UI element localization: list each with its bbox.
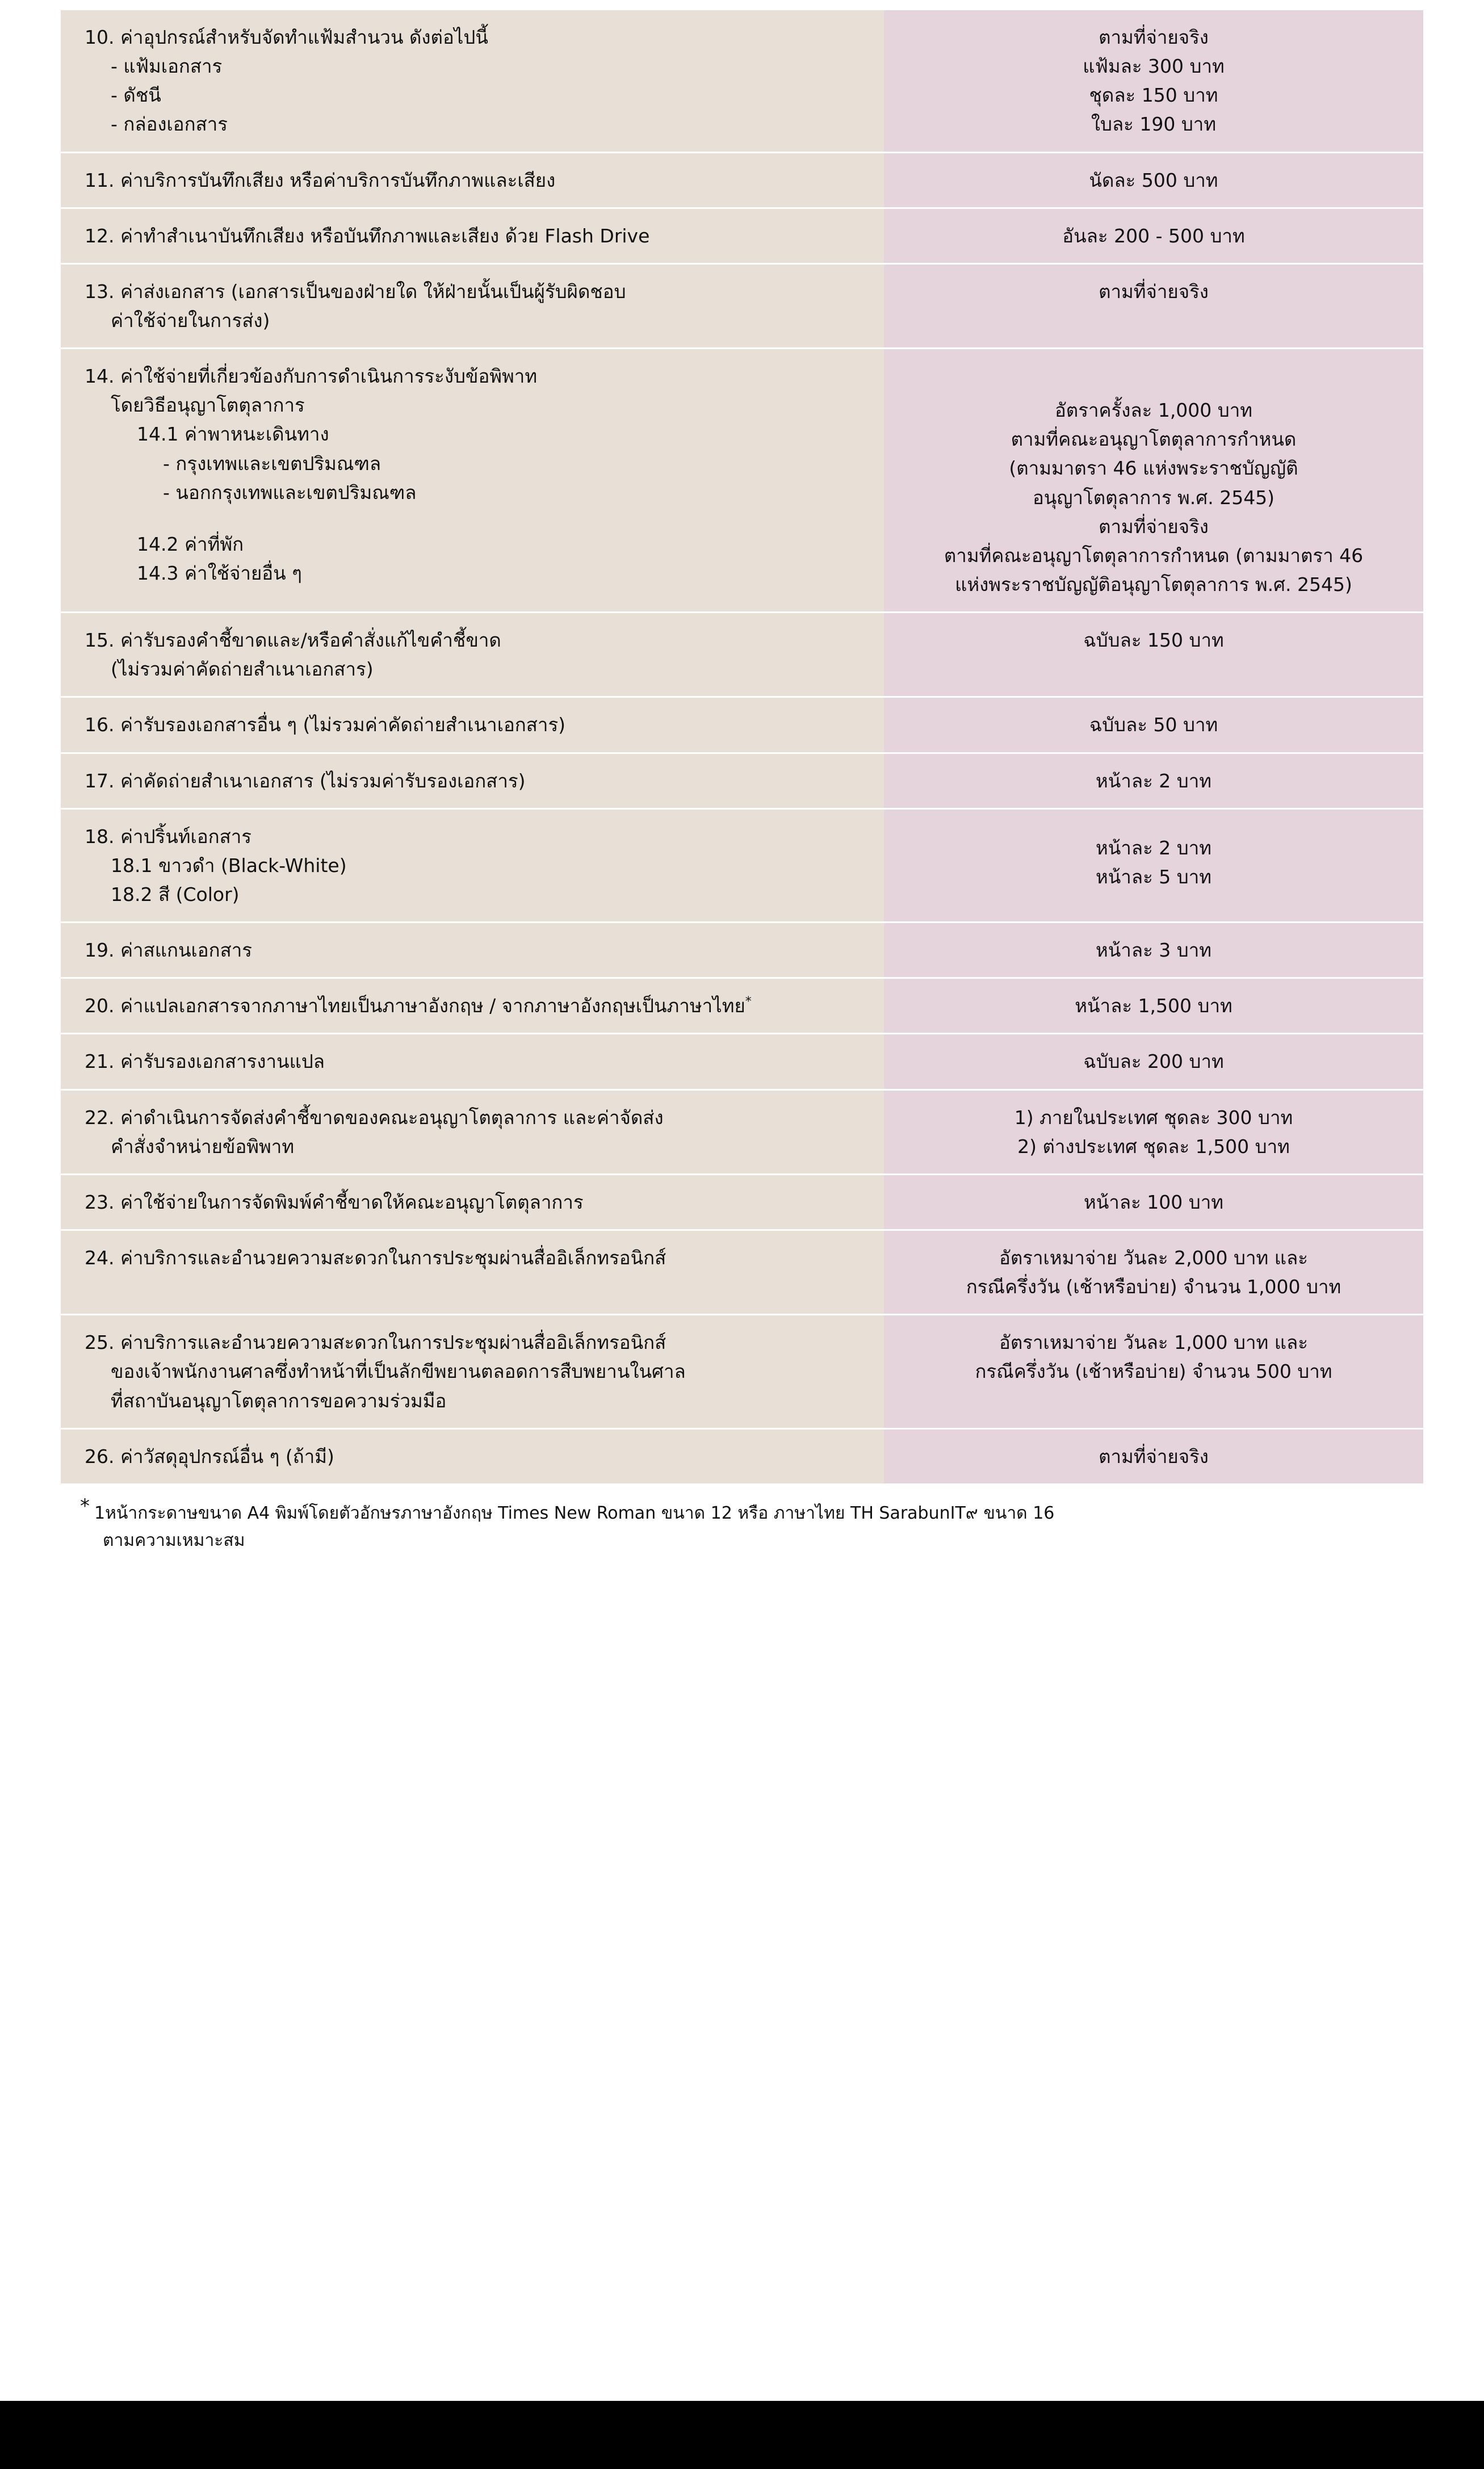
fee-rate-cell <box>884 808 1423 922</box>
description-line: 17. ค่าคัดถ่ายสำเนาเอกสาร (ไม่รวมค่ารับรองเอกสาร) <box>85 769 526 792</box>
description-line: 23. ค่าใช้จ่ายในการจัดพิมพ์คำชี้ขาดให้คณะอนุญาโตตุลาการ <box>85 1191 584 1213</box>
fee-description-cell <box>61 349 884 613</box>
rate-line: หน้าละ 2 บาท <box>1096 836 1211 859</box>
rate-line: ตามที่คณะอนุญาโตตุลาการกำหนด <box>1011 428 1297 451</box>
table-row <box>61 1230 1423 1314</box>
description-line: 14.2 ค่าที่พัก <box>137 533 244 555</box>
fee-rate-cell <box>884 152 1423 208</box>
fee-rate-cell <box>884 978 1423 1034</box>
description-line: 12. ค่าทำสำเนาบันทึกเสียง หรือบันทึกภาพและเสียง ด้วย Flash Drive <box>85 224 650 247</box>
rate-line: หน้าละ 5 บาท <box>1096 865 1211 888</box>
description-line: 11. ค่าบริการบันทึกเสียง หรือค่าบริการบันทึกภาพและเสียง <box>85 169 556 191</box>
description-line: ค่าใช้จ่ายในการส่ง) <box>111 309 270 332</box>
rate-line: แห่งพระราชบัญญัติอนุญาโตตุลาการ พ.ศ. 2545) <box>955 573 1352 596</box>
spacer-line <box>899 373 1408 384</box>
rate-line: หน้าละ 3 บาท <box>1096 939 1211 962</box>
table-row <box>61 1315 1423 1428</box>
description-line: โดยวิธีอนุญาโตตุลาการ <box>111 394 305 417</box>
fee-description-cell <box>61 613 884 697</box>
table-row <box>61 1174 1423 1230</box>
footnote-line-1: 1หน้ากระดาษขนาด A4 พิมพ์โดยตัวอักษรภาษาอังกฤษ Times New Roman ขนาด 12 หรือ ภาษาไทย TH SarabunIT๙ ขนาด 16 <box>94 1503 1055 1523</box>
description-line: (ไม่รวมค่าคัดถ่ายสำเนาเอกสาร) <box>111 658 374 681</box>
bottom-black-bar <box>0 2401 1484 2469</box>
table-row <box>61 808 1423 922</box>
fee-table-body <box>61 10 1423 1484</box>
rate-line: ชุดละ 150 บาท <box>1089 84 1218 107</box>
rate-line: 1) ภายในประเทศ ชุดละ 300 บาท <box>1014 1106 1293 1129</box>
fee-description-cell <box>61 152 884 208</box>
fee-rate-cell <box>884 263 1423 348</box>
rate-line: ตามที่จ่ายจริง <box>1099 515 1209 538</box>
table-row <box>61 753 1423 808</box>
fee-rate-cell <box>884 613 1423 697</box>
description-line: 26. ค่าวัสดุอุปกรณ์อื่น ๆ (ถ้ามี) <box>85 1445 334 1468</box>
fee-rate-cell <box>884 1428 1423 1484</box>
rate-line: หน้าละ 100 บาท <box>1084 1191 1223 1213</box>
top-spacer <box>0 0 1484 10</box>
fee-rate-cell <box>884 208 1423 263</box>
table-row <box>61 10 1423 152</box>
fee-description-cell <box>61 1089 884 1174</box>
table-row <box>61 263 1423 348</box>
rate-line: หน้าละ 1,500 บาท <box>1075 995 1233 1017</box>
footnote <box>61 1494 1423 1554</box>
rate-line: อันละ 200 - 500 บาท <box>1062 224 1245 247</box>
table-row <box>61 1034 1423 1089</box>
rate-line: ตามที่จ่ายจริง <box>1099 280 1209 303</box>
table-row <box>61 349 1423 613</box>
fee-description-cell <box>61 1174 884 1230</box>
description-line: - ดัชนี <box>111 84 161 107</box>
rate-line: กรณีครึ่งวัน (เช้าหรือบ่าย) จำนวน 500 บาท <box>975 1360 1332 1383</box>
footnote-asterisk: * <box>745 995 752 1009</box>
table-row <box>61 613 1423 697</box>
table-row <box>61 923 1423 978</box>
description-line: 18.2 สี (Color) <box>111 883 240 906</box>
rate-line: ตามที่คณะอนุญาโตตุลาการกำหนด (ตามมาตรา 46 <box>944 544 1364 567</box>
description-line: - แฟ้มเอกสาร <box>111 55 223 78</box>
rate-line: ใบละ 190 บาท <box>1091 113 1217 136</box>
rate-line: กรณีครึ่งวัน (เช้าหรือบ่าย) จำนวน 1,000 บาท <box>966 1276 1342 1298</box>
description-line: ที่สถาบันอนุญาโตตุลาการขอความร่วมมือ <box>111 1389 447 1412</box>
fee-description-cell <box>61 753 884 808</box>
fee-rate-cell <box>884 1089 1423 1174</box>
description-line: - กล่องเอกสาร <box>111 113 228 136</box>
fee-schedule-table <box>61 10 1423 1485</box>
fee-description-cell <box>61 263 884 348</box>
description-line: 24. ค่าบริการและอำนวยความสะดวกในการประชุมผ่านสื่ออิเล็กทรอนิกส์ <box>85 1246 666 1269</box>
fee-description-cell <box>61 10 884 152</box>
rate-line: นัดละ 500 บาท <box>1089 169 1218 191</box>
spacer-line <box>85 507 867 518</box>
description-line: 20. ค่าแปลเอกสารจากภาษาไทยเป็นภาษาอังกฤษ / จากภาษาอังกฤษเป็นภาษาไทย* <box>85 995 752 1017</box>
table-row <box>61 152 1423 208</box>
rate-line: 2) ต่างประเทศ ชุดละ 1,500 บาท <box>1017 1135 1290 1158</box>
fee-description-cell <box>61 978 884 1034</box>
fee-description-cell <box>61 697 884 753</box>
description-line: 18.1 ขาวดำ (Black-White) <box>111 854 347 877</box>
footnote-marker: * <box>80 1494 90 1518</box>
description-line: 16. ค่ารับรองเอกสารอื่น ๆ (ไม่รวมค่าคัดถ่ายสำเนาเอกสาร) <box>85 714 566 736</box>
fee-rate-cell <box>884 10 1423 152</box>
table-row <box>61 978 1423 1034</box>
fee-rate-cell <box>884 1034 1423 1089</box>
fee-description-cell <box>61 1428 884 1484</box>
spacer-line <box>899 362 1408 373</box>
spacer-line <box>899 384 1408 396</box>
table-row <box>61 1089 1423 1174</box>
spacer-line <box>899 822 1408 833</box>
rate-line: หน้าละ 2 บาท <box>1096 769 1211 792</box>
fee-rate-cell <box>884 349 1423 613</box>
fee-description-cell <box>61 208 884 263</box>
description-line: ของเจ้าพนักงานศาลซึ่งทำหน้าที่เป็นลักขีพยานตลอดการสืบพยานในศาล <box>111 1360 686 1383</box>
fee-rate-cell <box>884 923 1423 978</box>
rate-line: ฉบับละ 150 บาท <box>1083 629 1224 652</box>
table-row <box>61 208 1423 263</box>
fee-rate-cell <box>884 753 1423 808</box>
table-row <box>61 1428 1423 1484</box>
rate-line: (ตามมาตรา 46 แห่งพระราชบัญญัติ <box>1009 457 1298 480</box>
description-line: 19. ค่าสแกนเอกสาร <box>85 939 253 962</box>
description-line: - กรุงเทพและเขตปริมณฑล <box>163 452 382 475</box>
fee-description-cell <box>61 1230 884 1314</box>
rate-line: อัตราเหมาจ่าย วันละ 1,000 บาท และ <box>999 1331 1308 1354</box>
fee-rate-cell <box>884 1174 1423 1230</box>
fee-description-cell <box>61 1315 884 1428</box>
rate-line: ฉบับละ 200 บาท <box>1083 1050 1224 1073</box>
description-line: 14.1 ค่าพาหนะเดินทาง <box>137 423 329 446</box>
description-line: 15. ค่ารับรองคำชี้ขาดและ/หรือคำสั่งแก้ไขคำชี้ขาด <box>85 629 501 652</box>
footnote-line-2: ตามความเหมาะสม <box>103 1530 245 1550</box>
description-line: 25. ค่าบริการและอำนวยความสะดวกในการประชุมผ่านสื่ออิเล็กทรอนิกส์ <box>85 1331 666 1354</box>
description-line: 13. ค่าส่งเอกสาร (เอกสารเป็นของฝ่ายใด ให้ฝ่ายนั้นเป็นผู้รับผิดชอบ <box>85 280 626 303</box>
rate-line: ฉบับละ 50 บาท <box>1089 714 1218 736</box>
description-line: คำสั่งจำหน่ายข้อพิพาท <box>111 1135 295 1158</box>
description-line: 10. ค่าอุปกรณ์สำหรับจัดทำแฟ้มสำนวน ดังต่อไปนี้ <box>85 26 488 48</box>
fee-rate-cell <box>884 1315 1423 1428</box>
description-line: 18. ค่าปริ้นท์เอกสาร <box>85 825 252 848</box>
table-row <box>61 697 1423 753</box>
fee-rate-cell <box>884 697 1423 753</box>
fee-description-cell <box>61 808 884 922</box>
description-line: - นอกกรุงเทพและเขตปริมณฑล <box>163 481 417 504</box>
fee-description-cell <box>61 923 884 978</box>
description-line: 14.3 ค่าใช้จ่ายอื่น ๆ <box>137 561 302 584</box>
fee-rate-cell <box>884 1230 1423 1314</box>
rate-line: อัตราครั้งละ 1,000 บาท <box>1054 399 1253 422</box>
description-line: 14. ค่าใช้จ่ายที่เกี่ยวข้องกับการดำเนินการระงับข้อพิพาท <box>85 365 538 388</box>
rate-line: อนุญาโตตุลาการ พ.ศ. 2545) <box>1032 486 1275 509</box>
rate-line: ตามที่จ่ายจริง <box>1099 26 1209 48</box>
description-line: 22. ค่าดำเนินการจัดส่งคำชี้ขาดของคณะอนุญาโตตุลาการ และค่าจัดส่ง <box>85 1106 664 1129</box>
spacer-line <box>85 518 867 530</box>
description-line: 21. ค่ารับรองเอกสารงานแปล <box>85 1050 325 1073</box>
fee-description-cell <box>61 1034 884 1089</box>
rate-line: อัตราเหมาจ่าย วันละ 2,000 บาท และ <box>999 1246 1308 1269</box>
rate-line: แฟ้มละ 300 บาท <box>1083 55 1225 78</box>
rate-line: ตามที่จ่ายจริง <box>1099 1445 1209 1468</box>
